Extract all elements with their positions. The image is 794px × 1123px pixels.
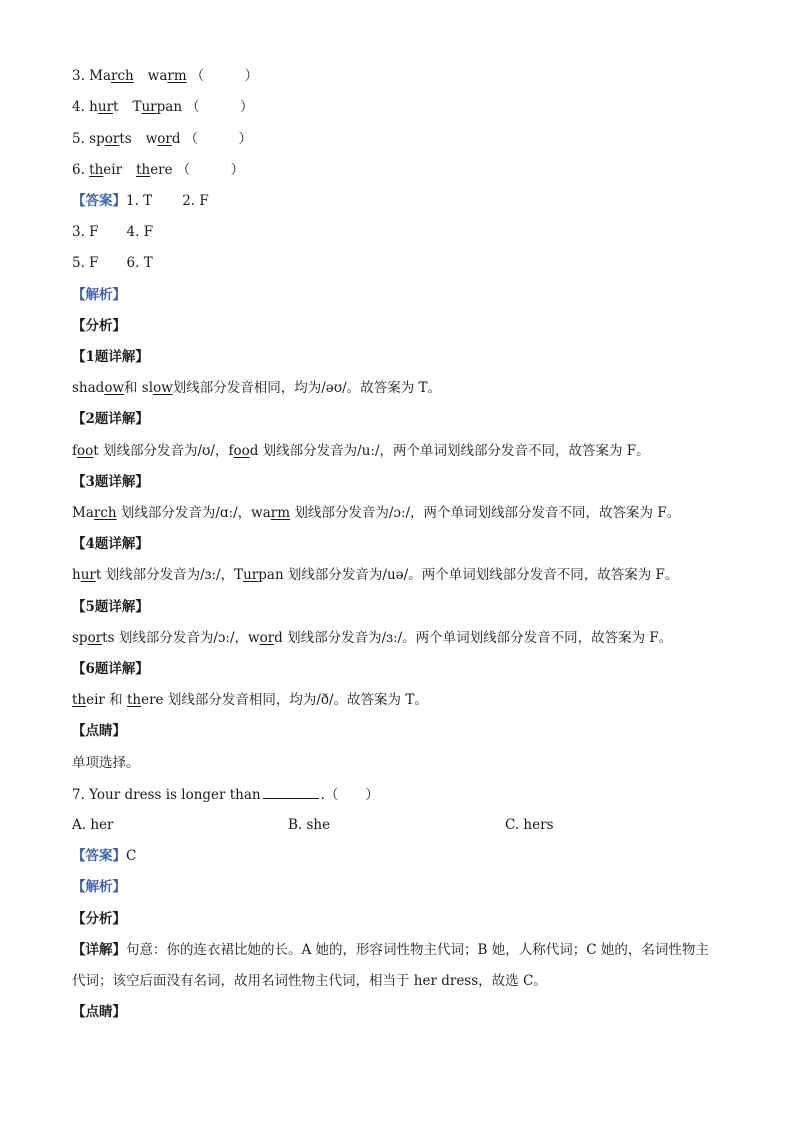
answer-blank[interactable]: （ ） <box>186 99 254 115</box>
option-b[interactable]: B. she <box>288 817 331 833</box>
answer-blank[interactable]: （ ） <box>190 68 259 84</box>
detail-3-head: 【3题详解】 <box>72 474 149 490</box>
text-segment: t 划线部分发音为/ɜː/，T <box>95 567 244 583</box>
text-segment: Ma <box>72 505 94 521</box>
text-segment: 划线部分发音相同，均为/əʊ/。故答案为 T。 <box>172 380 442 396</box>
underlined-letters: or <box>259 630 275 646</box>
text-segment: d 划线部分发音为/uː/，两个单词划线部分发音不同，故答案为 F。 <box>249 443 650 459</box>
phonics-item-6: 6. their there （ ） <box>72 162 245 178</box>
question-7-answer: 【答案】C <box>72 848 137 864</box>
question-7-options <box>72 816 722 834</box>
underlined-letters: rm <box>270 505 291 521</box>
text-segment: 和 sl <box>124 380 154 396</box>
question-7-fenxi: 【分析】 <box>72 911 126 927</box>
option-a[interactable]: A. her <box>72 817 114 833</box>
question-7-detail-1: 【详解】句意：你的连衣裙比她的长。A 她的，形容词性物主代词；B 她，人称代词；C 她的，名词性物主 <box>72 942 709 958</box>
option-c[interactable]: C. hers <box>505 817 554 833</box>
underlined-letters: or <box>87 630 103 646</box>
phonics-item-3: 3. March warm （ ） <box>72 68 259 84</box>
answer-tag: 【答案】 <box>72 193 126 209</box>
text-segment: pan 划线部分发音为/uə/。两个单词划线部分发音不同，故答案为 F。 <box>258 567 679 583</box>
detail-2-text <box>72 442 650 460</box>
phonics-item-5: 5. sports word （ ） <box>72 131 253 147</box>
phonics-item-4: 4. hurt Turpan （ ） <box>72 99 254 115</box>
text-segment: 划线部分发音为/ɔː/，两个单词划线部分发音不同，故答案为 F。 <box>290 505 681 521</box>
text-segment: 划线部分发音为/ɑː/，wa <box>116 505 271 521</box>
jiexi-tag: 【解析】 <box>72 287 126 303</box>
text-segment: ere 划线部分发音相同，均为/ð/。故答案为 T。 <box>141 692 428 708</box>
text-segment: d 划线部分发音为/ɜː/。两个单词划线部分发音不同，故答案为 F。 <box>274 630 673 646</box>
underlined-letters: th <box>126 692 142 708</box>
underlined-letters: ow <box>153 380 173 396</box>
answer-blank[interactable]: （ ） <box>176 162 245 178</box>
question-7-detail-2: 代词；该空后面没有名词，故用名词性物主代词，相当于 her dress，故选 C。 <box>72 973 547 989</box>
answer-row-3: 5. F 6. T <box>72 255 153 271</box>
underlined-letters: th <box>72 692 87 708</box>
answer-row-1: 【答案】1. T 2. F <box>72 193 209 209</box>
underlined-letters: oo <box>233 443 250 459</box>
detail-3-text <box>72 504 680 522</box>
underlined-letters: ur <box>243 567 259 583</box>
detail-2-head: 【2题详解】 <box>72 411 149 427</box>
question-7-jiexi: 【解析】 <box>72 879 126 895</box>
detail-6-head: 【6题详解】 <box>72 661 149 677</box>
fill-blank[interactable] <box>263 785 319 799</box>
question-7-stem: 7. Your dress is longer than .（ ） <box>72 787 379 803</box>
underlined-letters: ow <box>104 380 125 396</box>
answer-blank[interactable]: （ ） <box>184 131 253 147</box>
detail-1-head: 【1题详解】 <box>72 349 149 365</box>
text-segment: ts 划线部分发音为/ɔː/，w <box>102 630 260 646</box>
underlined-letters: ur <box>80 567 96 583</box>
underlined-letters: rch <box>93 505 117 521</box>
dianjing-tag: 【点睛】 <box>72 723 126 739</box>
question-7-dianjing: 【点睛】 <box>72 1004 126 1020</box>
detail-5-head: 【5题详解】 <box>72 599 149 615</box>
detail-6-text <box>72 691 428 709</box>
detail-1-text <box>72 379 441 397</box>
text-segment: shad <box>72 380 105 396</box>
text-segment: eir 和 <box>86 692 127 708</box>
detail-4-head: 【4题详解】 <box>72 536 149 552</box>
fenxi-tag: 【分析】 <box>72 318 126 334</box>
text-segment: t 划线部分发音为/ʊ/，f <box>93 443 234 459</box>
underlined-letters: oo <box>77 443 94 459</box>
detail-5-text <box>72 629 672 647</box>
answer-row-2: 3. F 4. F <box>72 224 154 240</box>
text-segment: f <box>72 443 77 459</box>
detail-4-text <box>72 566 678 584</box>
text-segment: h <box>72 567 81 583</box>
text-segment: sp <box>72 630 88 646</box>
dianjing-text: 单项选择。 <box>72 755 140 771</box>
